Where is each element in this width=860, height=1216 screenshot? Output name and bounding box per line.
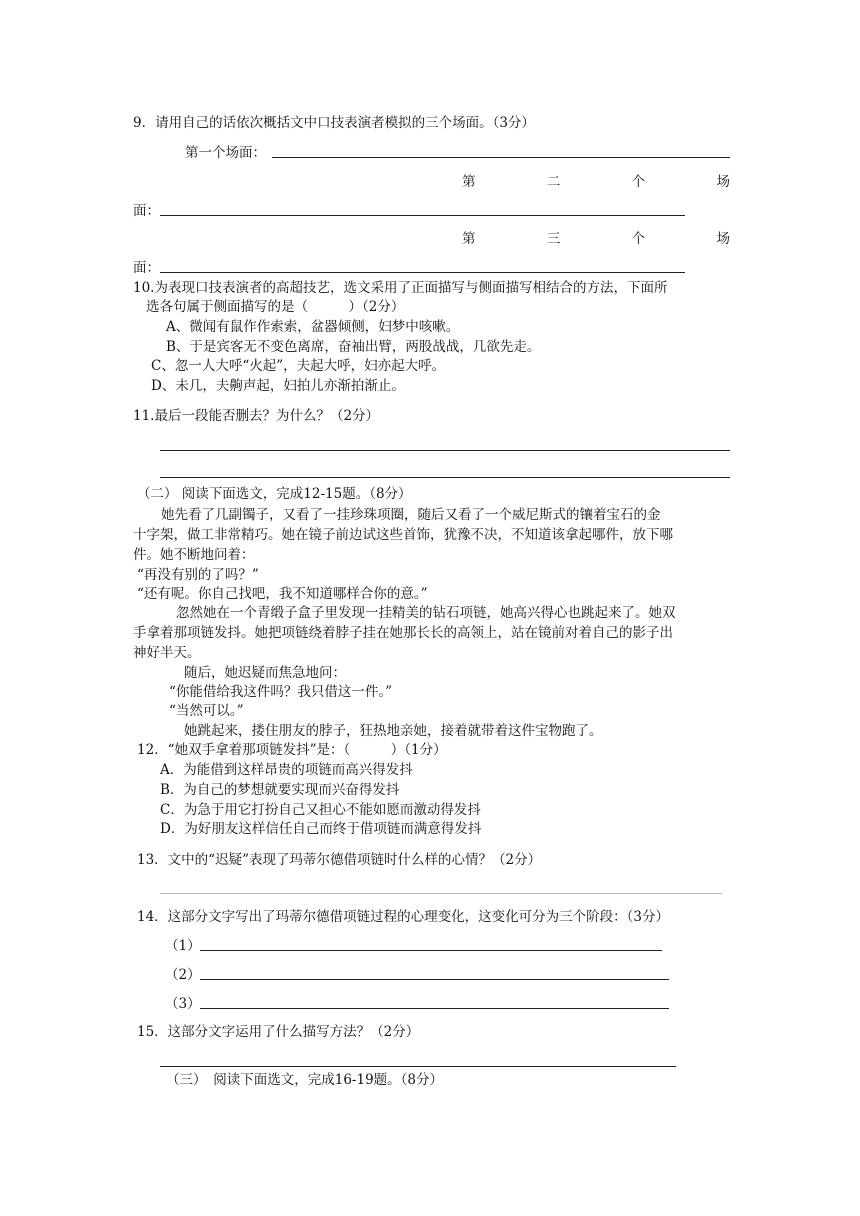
answer-line [160,1066,676,1067]
answer-line [160,450,730,451]
answer-line [160,215,685,216]
q12-option-d: D．为好朋友这样信任自己而终于借项链而满意得发抖 [160,821,482,837]
dialogue-line: “还有呢。你自己找吧，我不知道哪样合你的意。” [137,586,428,602]
q10-option-b: B、于是宾客无不变色离席，奋袖出臂，两股战战，几欲先走。 [166,339,541,355]
answer-line [160,893,722,894]
passage-line: 十字架，做工非常精巧。她在镜子前边试这些首饰，犹豫不决，不知道该拿起哪件，放下哪 [133,527,673,543]
scene-2-char: 场 [716,174,730,190]
question-10-line-1: 10.为表现口技表演者的高超技艺，选文采用了正面描写与侧面描写相结合的方法，下面所 [133,280,668,296]
dialogue-line: “再没有别的了吗？” [137,567,259,583]
scene-2-mian: 面： [133,203,160,219]
q14-item-3: （3） [165,996,201,1012]
answer-line [272,157,730,158]
question-10-line-2: 选各句属于侧面描写的是（ ）（2分） [146,299,405,315]
question-15: 15．这部分文字运用了什么描写方法？（2分） [137,1024,420,1040]
q14-item-1: （1） [165,938,201,954]
passage-line: 随后，她迟疑而焦急地问： [184,665,346,681]
question-12: 12．“她双手拿着那项链发抖”是：（ ）（1分） [137,742,447,758]
question-9: 9．请用自己的话依次概括文中口技表演者模拟的三个场面。（3分） [133,115,535,131]
q10-option-c: C、忽一人大呼“火起”，夫起大呼，妇亦起大呼。 [151,358,446,374]
scene-3-char: 个 [631,231,646,247]
passage-line: 她先看了几副镯子，又看了一挂珍珠项圈，随后又看了一个威尼斯式的镶着宝石的金 [161,507,661,523]
q12-option-b: B．为自己的梦想就要实现而兴奋得发抖 [160,782,400,798]
passage-line: 忽然她在一个青缎子盒子里发现一挂精美的钻石项链，她高兴得心也跳起来了。她双 [176,605,676,621]
answer-line [160,477,730,478]
passage-line: 她跳起来，搂住朋友的脖子，狂热地亲她，接着就带着这件宝物跑了。 [184,723,603,739]
section-2-heading: （二） 阅读下面选文，完成12-15题。（8分） [137,486,412,502]
scene-2-label-spread [462,173,730,191]
q10-option-a: A、微闻有鼠作作索索，盆器倾侧，妇梦中咳嗽。 [166,319,460,335]
scene-2-char: 个 [631,174,646,190]
q14-item-2: （2） [165,967,201,983]
scene-3-char: 第 [462,231,476,247]
passage-line: 件。她不断地问着： [133,547,255,563]
scene-3-char: 三 [546,231,561,247]
scene-2-char: 第 [462,174,476,190]
answer-line [200,979,669,980]
q10-option-d: D、未几，夫齁声起，妇拍儿亦渐拍渐止。 [151,378,405,394]
scene-1-label: 第一个场面： [185,145,266,161]
dialogue-line: “你能借给我这件吗？我只借这一件。” [169,684,393,700]
q12-option-c: C．为急于用它打扮自己又担心不能如愿而激动得发抖 [160,802,481,818]
answer-line [160,272,685,273]
passage-line: 手拿着那项链发抖。她把项链绕着脖子挂在她那长长的高领上，站在镜前对着自己的影子出 [133,625,673,641]
question-13: 13．文中的“迟疑”表现了玛蒂尔德借项链时什么样的心情？（2分） [137,852,542,868]
scene-3-char: 场 [716,231,730,247]
question-11: 11.最后一段能否删去？为什么？（2分） [133,408,380,424]
section-3-heading: （三） 阅读下面选文，完成16-19题。（8分） [166,1072,444,1088]
dialogue-line: “当然可以。” [169,703,244,719]
scene-3-label-spread [462,230,730,248]
scene-3-mian: 面： [133,260,160,276]
answer-line [200,950,662,951]
passage-line: 神好半天。 [133,645,201,661]
question-14: 14．这部分文字写出了玛蒂尔德借项链过程的心理变化，这变化可分为三个阶段：（3分） [137,909,670,925]
scene-2-char: 二 [546,174,561,190]
answer-line [200,1008,669,1009]
q12-option-a: A．为能借到这样昂贵的项链而高兴得发抖 [160,762,413,778]
